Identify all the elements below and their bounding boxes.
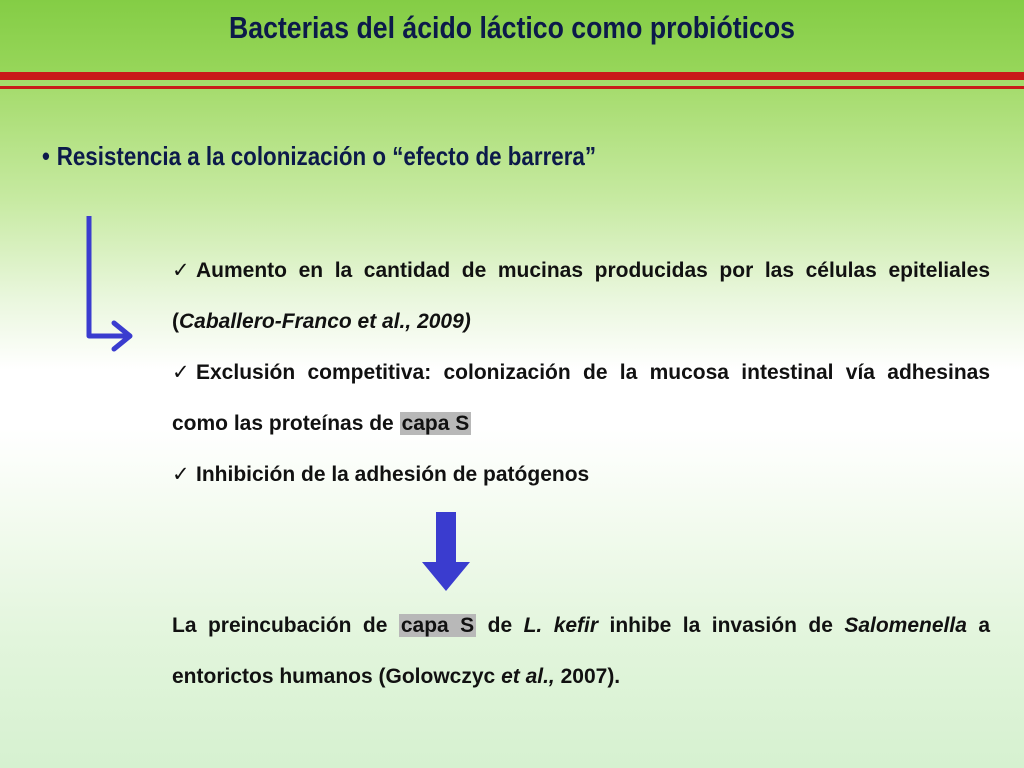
header-rule-thin [0, 86, 1024, 89]
list-item [172, 245, 990, 347]
item-citation: Caballero-Franco et al., 2009) [179, 310, 471, 333]
organism-name: L. kefir [523, 614, 599, 637]
checklist [172, 245, 990, 500]
item-text: Exclusión competitiva: colonización de la mucosa intestinal vía adhesinas como las proteínas de [172, 361, 990, 435]
highlight-capa-s: capa S [401, 412, 470, 435]
conclusion-text: de [476, 614, 524, 637]
conclusion-text: 2007). [554, 665, 621, 688]
bullet-dot: • [42, 141, 50, 171]
conclusion-text: a entorictos humanos (Golowczyc [172, 614, 990, 688]
item-text: Inhibición de la adhesión de patógenos [196, 463, 590, 486]
check-icon: ✓ [172, 361, 190, 384]
conclusion-text: inhibe la invasión de [598, 614, 845, 637]
list-item [172, 347, 990, 449]
main-bullet [42, 141, 816, 172]
bent-arrow-down-right-icon [80, 212, 140, 352]
highlight-capa-s: capa S [400, 614, 475, 637]
arrow-down-icon [420, 512, 472, 592]
check-icon: ✓ [172, 463, 190, 486]
slide-title: Bacterias del ácido láctico como probióticos [229, 10, 795, 45]
conclusion-text: La preincubación de [172, 614, 399, 637]
bullet-text: Resistencia a la colonización o “efecto de barrera” [56, 141, 597, 171]
header-rule-thick [0, 72, 1024, 80]
check-icon: ✓ [172, 259, 190, 282]
list-item [172, 449, 990, 500]
citation-etal: et al., [501, 665, 555, 688]
conclusion-paragraph [172, 600, 990, 702]
item-text: Aumento en la cantidad de mucinas producidas por las células epiteliales ( [172, 259, 990, 333]
pathogen-name: Salomenella [844, 614, 967, 637]
